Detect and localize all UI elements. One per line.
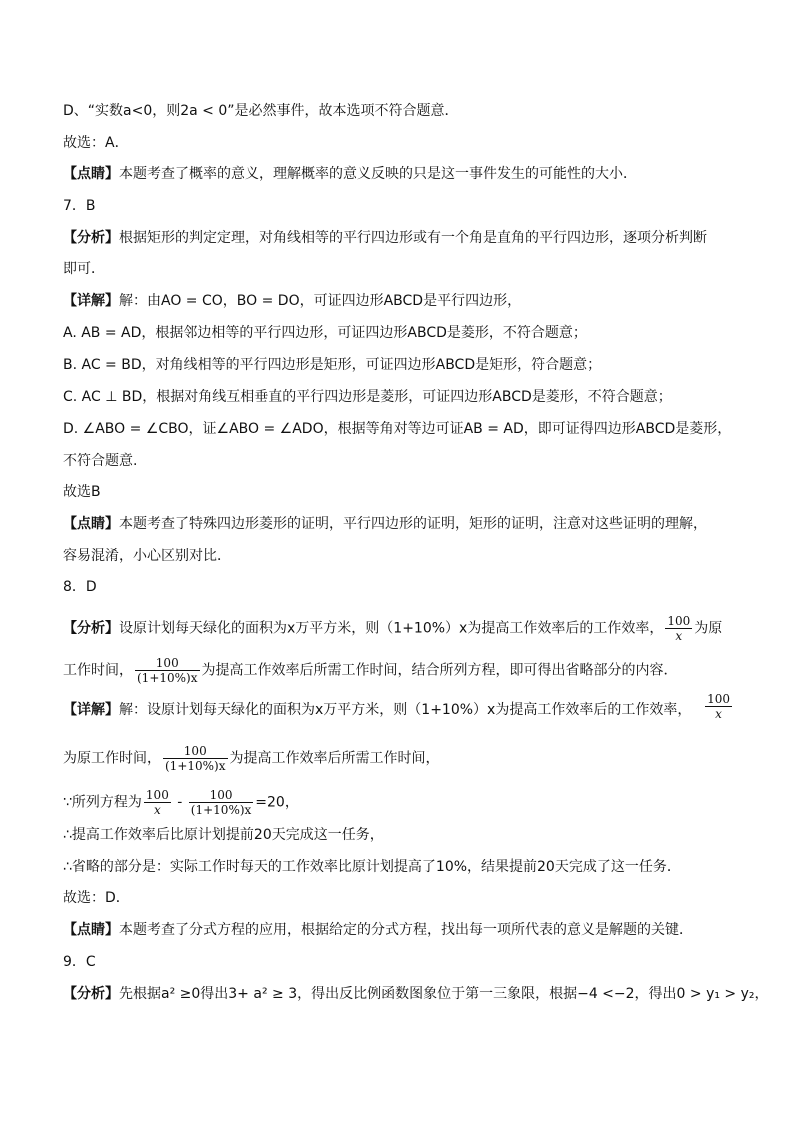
fraction — [189, 788, 254, 817]
fraction-denominator: (1+10%)x — [137, 671, 198, 685]
fraction-denominator: x — [705, 706, 732, 721]
option-a: A. AB = AD，根据邻边相等的平行四边形，可证四边形ABCD是菱形，不符合题意； — [63, 325, 587, 341]
tag-dianjing: 【点睛】 — [63, 166, 119, 182]
fraction — [144, 788, 171, 817]
text-line — [63, 692, 734, 721]
fraction-denominator: x — [144, 802, 171, 817]
question-number: 9．C — [63, 954, 96, 970]
tag-xiangjie: 【详解】 — [63, 702, 119, 718]
tag-xiangjie: 【详解】 — [63, 293, 119, 309]
text-line — [63, 514, 734, 534]
text-line — [63, 744, 734, 773]
fraction — [705, 692, 732, 721]
option-d: D. ∠ABO = ∠CBO，证∠ABO = ∠ADO，根据等角对等边可证AB = AD，即可证得四边形ABCD是菱形， — [63, 421, 732, 437]
text-line: ∴省略的部分是：实际工作时每天的工作效率比原计划提高了10%，结果提前20天完成了这一任务． — [63, 859, 681, 875]
fraction-numerator: 100 — [155, 656, 179, 670]
text-span: 根据矩形的判定定理，对角线相等的平行四边形或有一个角是直角的平行四边形，逐项分析判断 — [119, 230, 707, 246]
text-line: 即可． — [63, 261, 105, 277]
fraction — [163, 744, 228, 773]
text-span: 先根据a² ≥0得出3+ a² ≥ 3，得出反比例函数图象位于第一三象限，根据−4 <−2，得出0 > y₁ > y₂， — [119, 986, 769, 1002]
tag-fenxi: 【分析】 — [63, 986, 119, 1002]
text-line: D、“实数a<0，则2a < 0”是必然事件，故本选项不符合题意． — [63, 103, 459, 119]
text-line: 不符合题意. — [63, 453, 138, 469]
text-line: 故选：A． — [63, 135, 129, 151]
equation-line — [63, 788, 734, 817]
text-line — [63, 920, 734, 940]
fraction-denominator: (1+10%)x — [190, 803, 252, 817]
text-line — [63, 291, 734, 311]
text-span: 工作时间， — [63, 662, 133, 679]
text-span: 解：由AO = CO，BO = DO，可证四边形ABCD是平行四边形， — [119, 293, 522, 309]
minus-sign: - — [177, 794, 183, 811]
text-span: =20， — [255, 794, 299, 811]
text-line: 容易混淆，小心区别对比． — [63, 548, 231, 564]
text-span: 为原 — [694, 620, 723, 637]
option-b: B. AC = BD，对角线相等的平行四边形是矩形，可证四边形ABCD是矩形，符合题意； — [63, 357, 602, 373]
text-line — [63, 984, 769, 1004]
fraction-numerator: 100 — [209, 788, 233, 802]
text-line — [63, 614, 734, 643]
text-span: 本题考查了概率的意义，理解概率的意义反映的只是这一事件发生的可能性的大小． — [119, 166, 637, 182]
option-c: C. AC ⊥ BD，根据对角线互相垂直的平行四边形是菱形，可证四边形ABCD是菱形，不符合题意； — [63, 389, 672, 405]
question-number: 8．D — [63, 579, 97, 595]
text-line: 故选：D． — [63, 890, 130, 906]
fraction-numerator: 100 — [183, 744, 207, 758]
text-span: 为原工作时间， — [63, 750, 161, 767]
fraction — [135, 656, 200, 685]
fraction-numerator: 100 — [707, 692, 730, 706]
text-line — [63, 228, 734, 248]
text-span: 为提高工作效率后所需工作时间， — [229, 750, 440, 767]
fraction-numerator: 100 — [667, 614, 691, 628]
text-span: 为提高工作效率后所需工作时间，结合所列方程，即可得出省略部分的内容． — [201, 662, 678, 679]
text-span: 设原计划每天绿化的面积为x万平方米，则（1+10%）x为提高工作效率后的工作效率， — [119, 620, 664, 637]
tag-dianjing: 【点睛】 — [63, 922, 119, 938]
tag-fenxi: 【分析】 — [63, 620, 119, 637]
text-line: 故选B — [63, 484, 101, 500]
tag-fenxi: 【分析】 — [63, 230, 119, 246]
text-line — [63, 164, 734, 184]
question-number: 7．B — [63, 198, 96, 214]
tag-dianjing: 【点睛】 — [63, 516, 119, 532]
text-span: 本题考查了特殊四边形菱形的证明，平行四边形的证明，矩形的证明，注意对这些证明的理解， — [119, 516, 707, 532]
fraction-numerator: 100 — [145, 788, 169, 802]
fraction — [665, 614, 692, 643]
text-span: 本题考查了分式方程的应用，根据给定的分式方程，找出每一项所代表的意义是解题的关键． — [119, 922, 693, 938]
text-line — [63, 656, 734, 685]
fraction-denominator: x — [665, 628, 692, 643]
text-line: ∴提高工作效率后比原计划提前20天完成这一任务， — [63, 827, 384, 843]
text-span: 解：设原计划每天绿化的面积为x万平方米，则（1+10%）x为提高工作效率后的工作效率， — [119, 702, 692, 718]
fraction-denominator: (1+10%)x — [165, 759, 226, 773]
text-span: ∵所列方程为 — [63, 794, 142, 811]
